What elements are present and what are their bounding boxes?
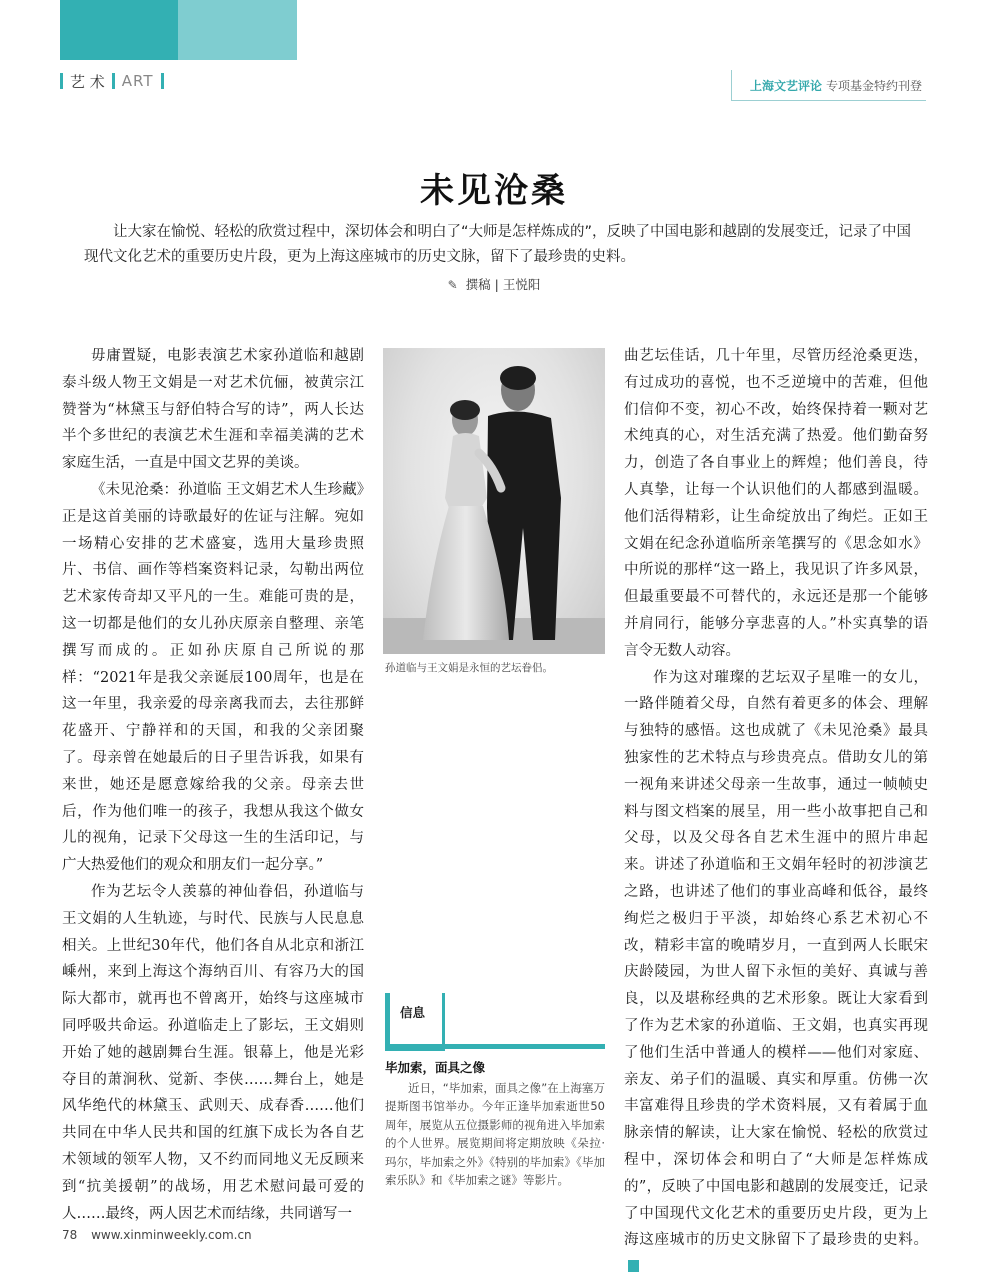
info-box-rule [385,1044,605,1049]
body-column-right [624,343,928,1281]
paragraph [624,665,928,1281]
sponsor-note [731,70,926,101]
byline-separator: | [494,277,499,292]
section-tag [60,70,171,92]
section-divider [161,73,164,89]
info-label: 信息 [400,1005,426,1020]
info-box-header [385,993,605,1051]
article-lead: 让大家在愉悦、轻松的欣赏过程中，深切体会和明白了“大师是怎样炼成的”，反映了中国电影和越剧的发展变迁，记录了中国现代文化艺术的重要历史片段，更为上海这座城市的历史文脉，留下了最珍贵的史料。 [84,224,912,265]
sponsor-brand: 上海文艺评论 [749,78,822,93]
paragraph: 《未见沧桑：孙道临 王文娟艺术人生珍藏》正是这首美丽的诗歌最好的佐证与注解。宛如一场精心安排的艺术盛宴，选用大量珍贵照片、书信、画作等档案资料记录，勾勒出两位艺术家传奇却又平凡的一生。难能可贵的是，这一切都是他们的女儿孙庆原亲自整理、亲笔撰写而成的。正如孙庆原自己所说的那样：“2021年是我父亲诞辰100周年，也是在这一年里，我亲爱的母亲离我而去，去往那鲜花盛开、宁静祥和的天国，和我的父亲团聚了。母亲曾在她最后的日子里告诉我，如果有来世，她还是愿意嫁给我的父亲。母亲去世后，作为他们唯一的孩子，我想从我这个做女儿的视角，记录下父母这一生的生活印记，与广大热爱他们的观众和朋友们一起分享。” [62,481,364,874]
couple-photo [383,348,605,654]
section-name-cn: 艺 术 [70,72,105,91]
section-divider [60,73,63,89]
section-name-en: ART [121,72,154,90]
byline-label: 撰稿 [465,277,491,292]
page-number: 78 [62,1228,78,1242]
sponsor-text: 专项基金特约刊登 [825,78,922,93]
couple-photo-illustration [383,348,605,654]
section-divider [112,73,115,89]
author-name: 王悦阳 [502,277,541,292]
info-title: 毕加索，面具之像 [385,1060,486,1075]
footer-url: www.xinminweekly.com.cn [91,1228,252,1242]
byline [0,275,988,293]
paragraph: 毋庸置疑，电影表演艺术家孙道临和越剧泰斗级人物王文娟是一对艺术伉俪，被黄宗江赞誉为“林黛玉与舒伯特合写的诗”，两人长达半个多世纪的表演艺术生涯和幸福美满的艺术家庭生活，一直是中国文艺界的美谈。 [62,348,364,472]
page-footer [62,1228,252,1242]
info-body: 近日，“毕加索，面具之像”在上海塞万提斯图书馆举办。今年正逢毕加索逝世50周年，展览从五位摄影师的视角进入毕加索的个人世界。展览期间将定期放映《朵拉·玛尔，毕加索之外》《特别的毕加索》《毕加索乐队》和《毕加索之谜》等影片。 [385,1081,605,1188]
end-mark-icon [628,1260,639,1272]
body-column-left [62,343,364,1227]
paragraph-text: 作为这对璀璨的艺坛双子星唯一的女儿，一路伴随着父母，自然有着更多的体会、理解与独特的感悟。这也成就了《未见沧桑》最具独家性的艺术特点与珍贵亮点。借助女儿的第一视角来讲述父母亲一生故事，通过一帧帧史料与图文档案的展呈，用一些小故事把自己和父母，以及父母各自艺术生涯中的照片串起来。讲述了孙道临和王文娟年轻时的初涉演艺之路，也讲述了他们的事业高峰和低谷，最终绚烂之极归于平淡，却始终心系艺术初心不改，精彩丰富的晚晴岁月，一直到两人长眠宋庆龄陵园，为世人留下永恒的美好、真诚与善良，以及堪称经典的艺术形象。既让大家看到了作为艺术家的孙道临、王文娟，也真实再现了他们生活中普通人的模样——他们对家庭、亲友、弟子们的温暖、真实和厚重。仿佛一次丰富难得且珍贵的学术资料展，又有着属于血脉亲情的解读，让大家在愉悦、轻松的欣赏过程中，深切体会和明白了“大师是怎样炼成的”，反映了中国电影和越剧的发展变迁，记录了中国现代文化艺术的重要历史片段，更为上海这座城市的历史文脉留下了最珍贵的史料。 [624,669,928,1249]
paragraph: 作为艺坛令人羡慕的神仙眷侣，孙道临与王文娟的人生轨迹，与时代、民族与人民息息相关。上世纪30年代，他们各自从北京和浙江嵊州，来到上海这个海纳百川、有容乃大的国际大都市，就再也不曾离开，始终与这座城市同呼吸共命运。孙道临走上了影坛，王文娟则开始了她的越剧舞台生涯。银幕上，他是光彩夺目的萧涧秋、觉新、李侠……舞台上，她是风华绝代的林黛玉、武则天、成春香……他们共同在中华人民共和国的红旗下成长为各自艺术领域的领军人物，又不约而同地义无反顾来到“抗美援朝”的战场，用艺术慰问最可爱的人……最终，两人因艺术而结缘，共同谱写一 [62,883,364,1222]
pen-icon: ✎ [447,278,458,292]
article-title: 未见沧桑 [420,171,568,211]
header-accent-block-dark [60,0,178,60]
paragraph: 曲艺坛佳话，几十年里，尽管历经沧桑更迭，有过成功的喜悦，也不乏逆境中的苦难，但他们信仰不变，初心不改，始终保持着一颗对艺术纯真的心，对生活充满了热爱。他们勤奋努力，创造了各自事业上的辉煌；他们善良，待人真挚，让每一个认识他们的人都感到温暖。他们活得精彩，让生命绽放出了绚烂。正如王文娟在纪念孙道临所亲笔撰写的《思念如水》中所说的那样“这一路上，我见识了许多风景，但最重要最不可替代的，永远还是那一个能够并肩同行，能够分享悲喜的人。”朴实真挚的语言令无数人动容。 [624,348,928,659]
photo-caption: 孙道临与王文娟是永恒的艺坛眷侣。 [385,662,553,674]
header-accent-block-light [178,0,297,60]
